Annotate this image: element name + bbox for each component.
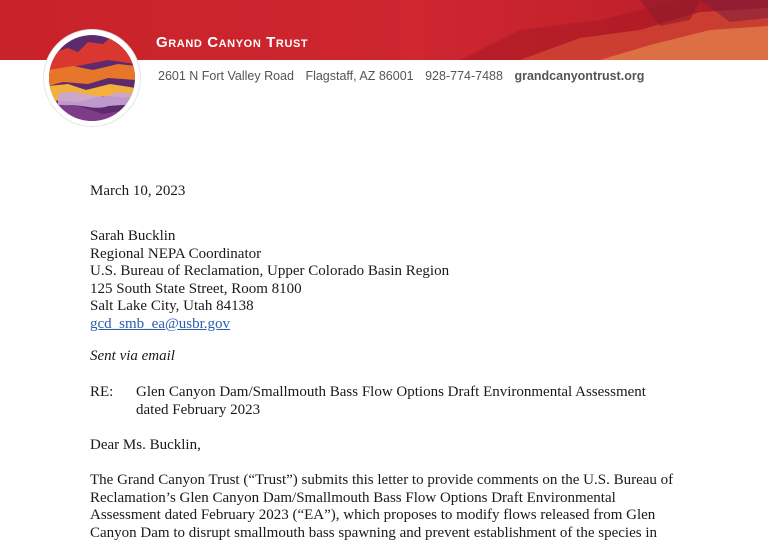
org-name: Grand Canyon Trust bbox=[156, 34, 308, 51]
body-paragraph bbox=[90, 472, 690, 542]
salutation: Dear Ms. Bucklin, bbox=[90, 437, 710, 455]
recipient-agency: U.S. Bureau of Reclamation, Upper Colorado Basin Region bbox=[90, 263, 710, 281]
org-phone: 928-774-7488 bbox=[425, 69, 503, 83]
body-line: Reclamation’s Glen Canyon Dam/Smallmouth Bass Flow Options Draft Environmental bbox=[90, 490, 690, 508]
recipient-email-link[interactable]: gcd_smb_ea@usbr.gov bbox=[90, 316, 230, 332]
re-line-1: Glen Canyon Dam/Smallmouth Bass Flow Options Draft Environmental Assessment bbox=[136, 384, 696, 402]
recipient-city: Salt Lake City, Utah 84138 bbox=[90, 298, 710, 316]
letter-date: March 10, 2023 bbox=[90, 183, 710, 201]
canyon-logo-icon bbox=[44, 30, 140, 126]
body-line: The Grand Canyon Trust (“Trust”) submits this letter to provide comments on the U.S. Bureau of bbox=[90, 472, 690, 490]
re-line-2: dated February 2023 bbox=[136, 402, 696, 420]
re-label: RE: bbox=[90, 384, 113, 402]
sent-via-note: Sent via email bbox=[90, 348, 710, 366]
org-city: Flagstaff, AZ 86001 bbox=[305, 69, 413, 83]
body-line: Assessment dated February 2023 (“EA”), which proposes to modify flows released from Glen bbox=[90, 507, 690, 525]
recipient-address bbox=[90, 228, 710, 333]
letterhead-contact bbox=[158, 69, 644, 83]
org-website[interactable]: grandcanyontrust.org bbox=[514, 69, 644, 83]
recipient-title: Regional NEPA Coordinator bbox=[90, 246, 710, 264]
recipient-street: 125 South State Street, Room 8100 bbox=[90, 281, 710, 299]
recipient-name: Sarah Bucklin bbox=[90, 228, 710, 246]
org-address: 2601 N Fort Valley Road bbox=[158, 69, 294, 83]
body-line: Canyon Dam to disrupt smallmouth bass spawning and prevent establishment of the species in bbox=[90, 525, 690, 542]
